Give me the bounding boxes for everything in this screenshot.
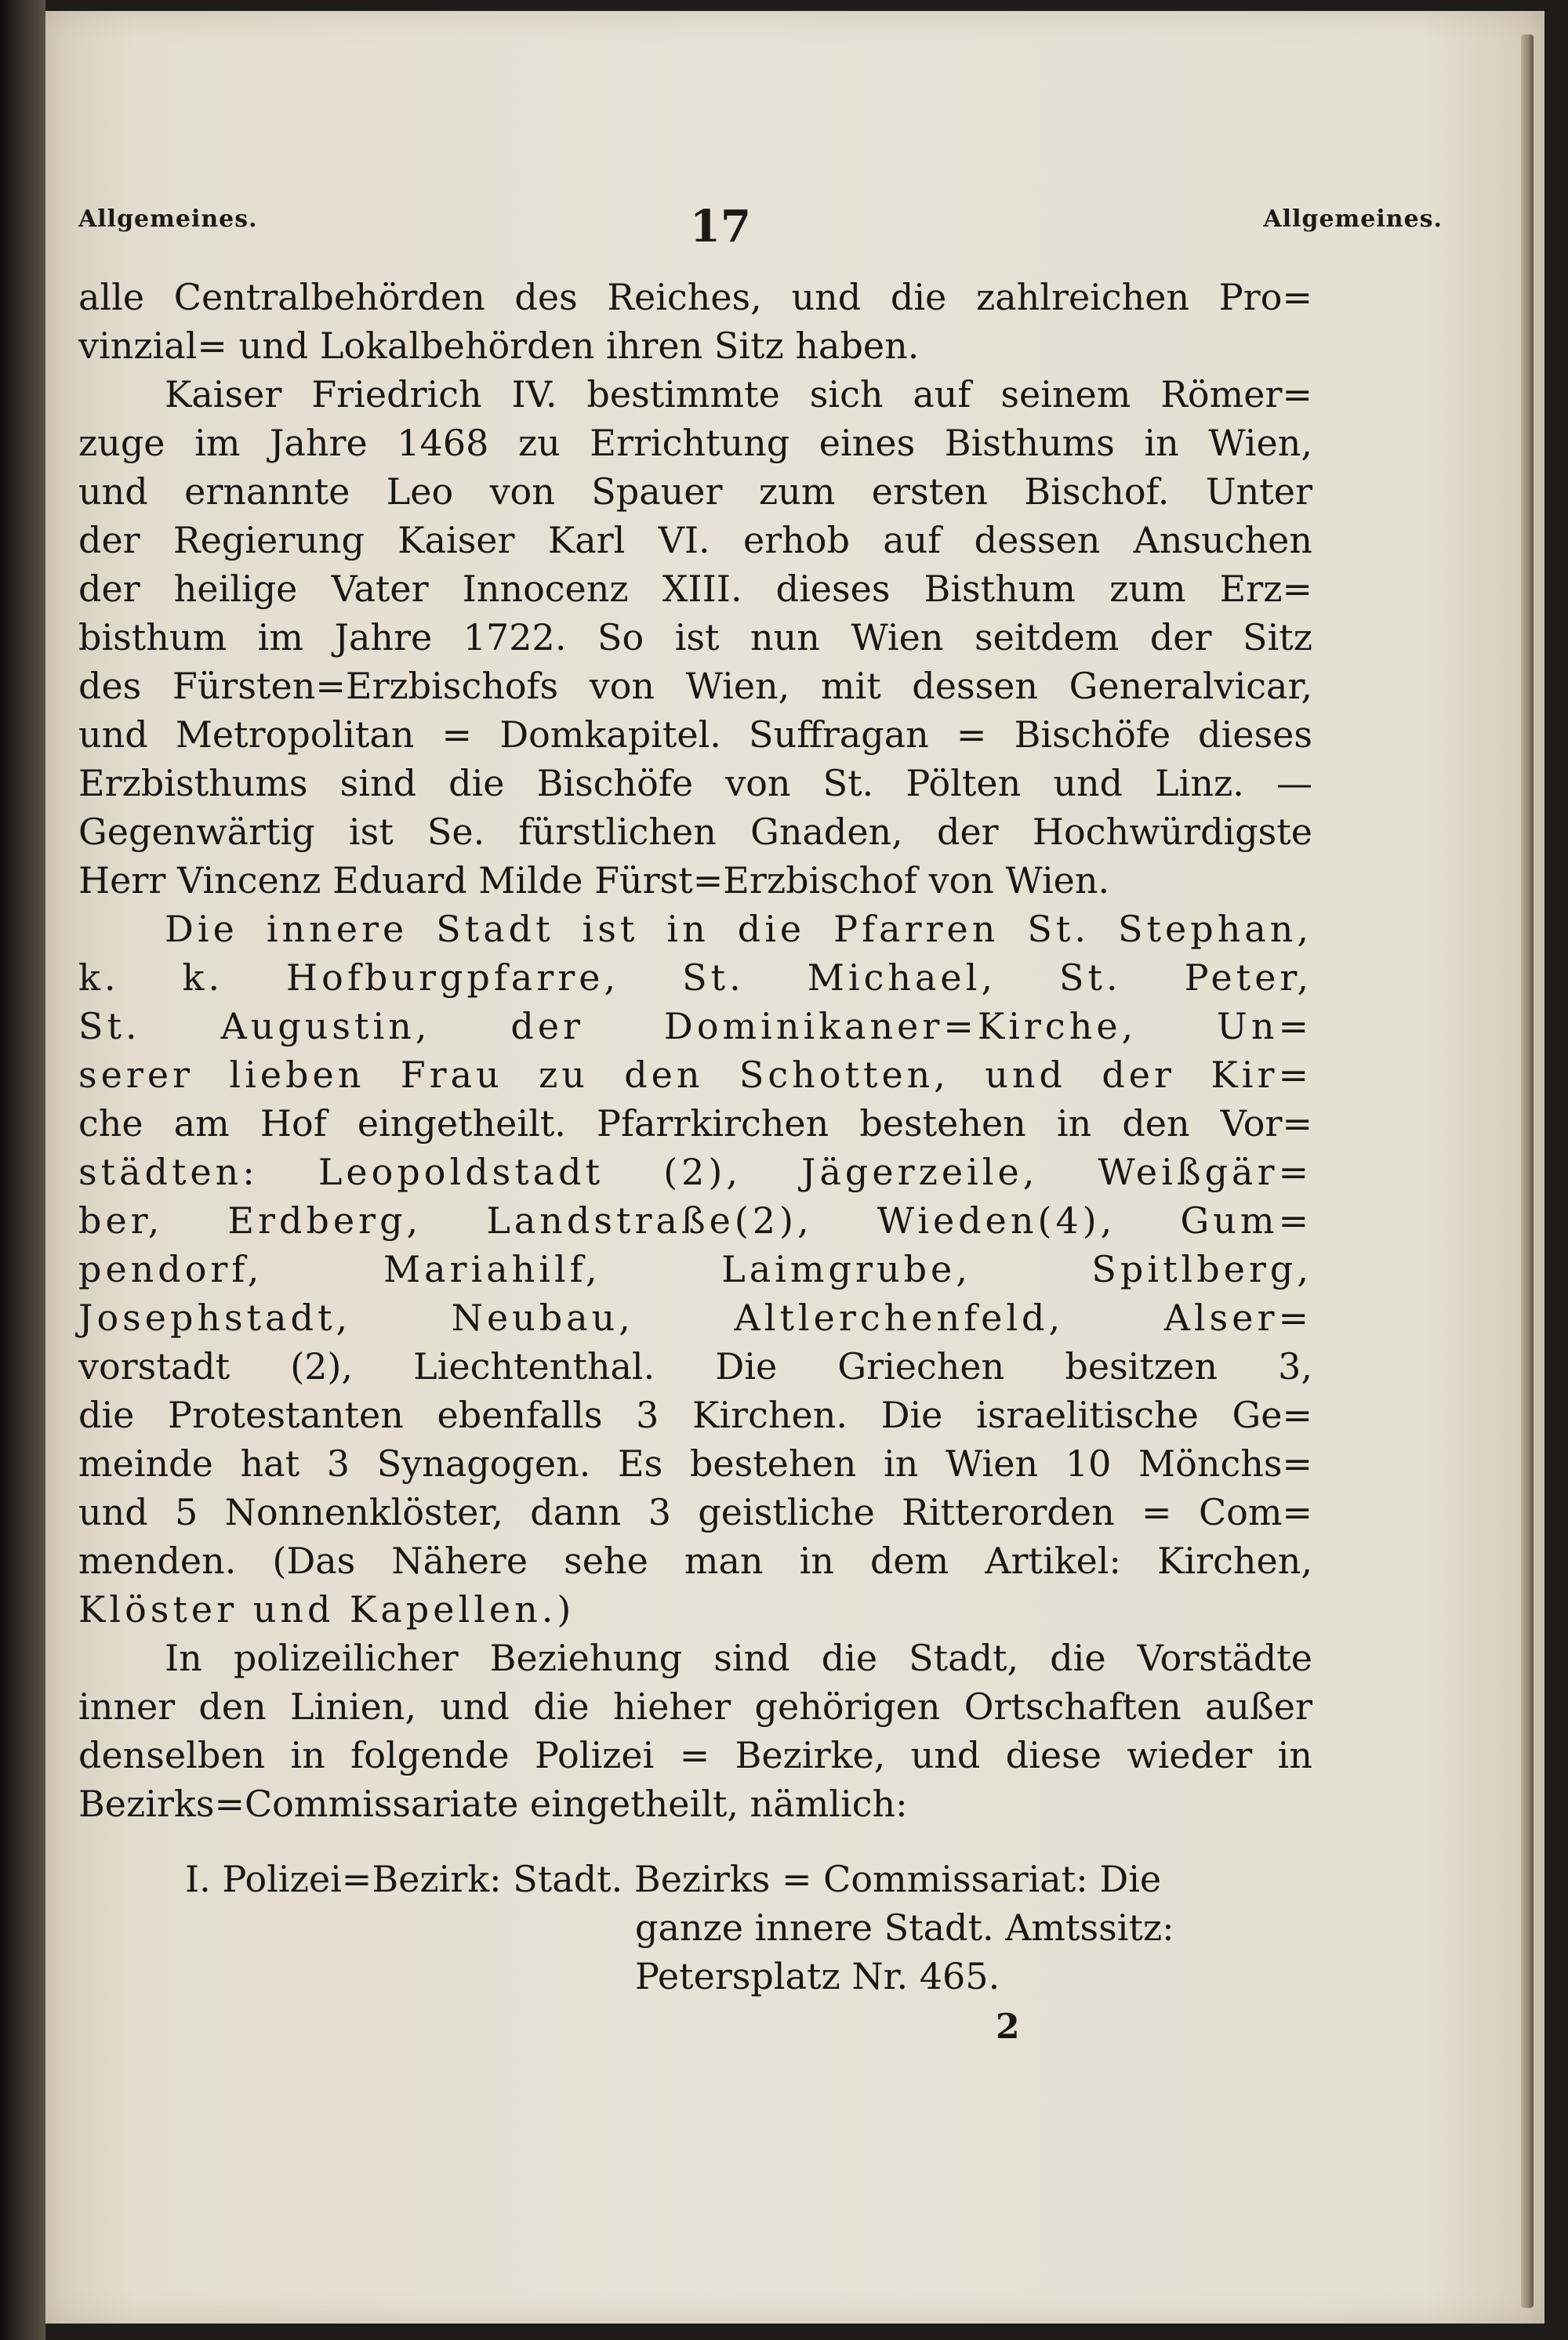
text-line: denselben in folgende Polizei = Bezirke, und diese wieder in bbox=[78, 1734, 1312, 1776]
text-line: und 5 Nonnenklöster, dann 3 geistliche Ritterorden = Com= bbox=[78, 1491, 1312, 1533]
text-line: ber, Erdberg, Landstraße(2), Wieden(4), Gum= bbox=[78, 1199, 1312, 1242]
book-binding bbox=[0, 0, 45, 2340]
running-head-right: Allgemeines. bbox=[1263, 205, 1443, 233]
text-line: Josephstadt, Neubau, Altlerchenfeld, Alser= bbox=[78, 1297, 1312, 1339]
text-line: der heilige Vater Innocenz XIII. dieses Bisthum zum Erz= bbox=[78, 568, 1312, 610]
page-edge bbox=[1521, 34, 1534, 2308]
text-line: des Fürsten=Erzbischofs von Wien, mit dessen Generalvicar, bbox=[78, 665, 1312, 707]
police-entry-line: I. Polizei=Bezirk: Stadt. Bezirks = Commissariat: Die bbox=[185, 1858, 1162, 1900]
text-line: inner den Linien, und die hieher gehörigen Ortschaften außer bbox=[78, 1685, 1312, 1728]
text-line: In polizeilicher Beziehung sind die Stadt, die Vorstädte bbox=[165, 1637, 1312, 1679]
police-district-entry bbox=[185, 1855, 1314, 2001]
police-entry-line: Petersplatz Nr. 465. bbox=[635, 1955, 1000, 1997]
text-line: k. k. Hofburgpfarre, St. Michael, St. Peter, bbox=[78, 956, 1312, 999]
page-number: 17 bbox=[690, 201, 751, 252]
text-line: vorstadt (2), Liechtenthal. Die Griechen besitzen 3, bbox=[78, 1345, 1312, 1388]
text-line: meinde hat 3 Synagogen. Es bestehen in Wien 10 Mönchs= bbox=[78, 1442, 1312, 1485]
text-line: Die innere Stadt ist in die Pfarren St. Stephan, bbox=[165, 908, 1312, 950]
text-line: und Metropolitan = Domkapitel. Suffragan = Bischöfe dieses bbox=[78, 713, 1312, 756]
signature-mark: 2 bbox=[996, 2007, 1020, 2047]
text-line: Kaiser Friedrich IV. bestimmte sich auf seinem Römer= bbox=[165, 373, 1312, 415]
text-line: pendorf, Mariahilf, Laimgrube, Spitlberg, bbox=[78, 1248, 1312, 1290]
text-line: Herr Vincenz Eduard Milde Fürst=Erzbischof von Wien. bbox=[78, 859, 1110, 902]
text-line: städten: Leopoldstadt (2), Jägerzeile, Weißgär= bbox=[78, 1151, 1312, 1193]
body-text bbox=[78, 273, 1312, 1828]
text-line: Klöster und Kapellen.) bbox=[78, 1588, 575, 1631]
text-line: bisthum im Jahre 1722. So ist nun Wien seitdem der Sitz bbox=[78, 616, 1312, 658]
text-line: alle Centralbehörden des Reiches, und die zahlreichen Pro= bbox=[78, 276, 1312, 318]
text-line: che am Hof eingetheilt. Pfarrkirchen bestehen in den Vor= bbox=[78, 1102, 1312, 1145]
text-line: vinzial= und Lokalbehörden ihren Sitz haben. bbox=[78, 325, 920, 367]
text-line: serer lieben Frau zu den Schotten, und der Kir= bbox=[78, 1054, 1312, 1096]
text-line: Gegenwärtig ist Se. fürstlichen Gnaden, der Hochwürdigste bbox=[78, 811, 1312, 853]
text-line: menden. (Das Nähere sehe man in dem Artikel: Kirchen, bbox=[78, 1540, 1312, 1582]
police-entry-line: ganze innere Stadt. Amtssitz: bbox=[635, 1906, 1174, 1949]
text-line: die Protestanten ebenfalls 3 Kirchen. Die israelitische Ge= bbox=[78, 1394, 1312, 1436]
text-line: Erzbisthums sind die Bischöfe von St. Pölten und Linz. — bbox=[78, 762, 1312, 804]
running-head-left: Allgemeines. bbox=[78, 205, 258, 233]
text-line: St. Augustin, der Dominikaner=Kirche, Un= bbox=[78, 1005, 1312, 1047]
text-line: Bezirks=Commissariate eingetheilt, nämlich: bbox=[78, 1783, 908, 1825]
text-line: zuge im Jahre 1468 zu Errichtung eines Bisthums in Wien, bbox=[78, 422, 1312, 464]
text-line: und ernannte Leo von Spauer zum ersten Bischof. Unter bbox=[78, 470, 1312, 513]
text-line: der Regierung Kaiser Karl VI. erhob auf dessen Ansuchen bbox=[78, 519, 1312, 561]
